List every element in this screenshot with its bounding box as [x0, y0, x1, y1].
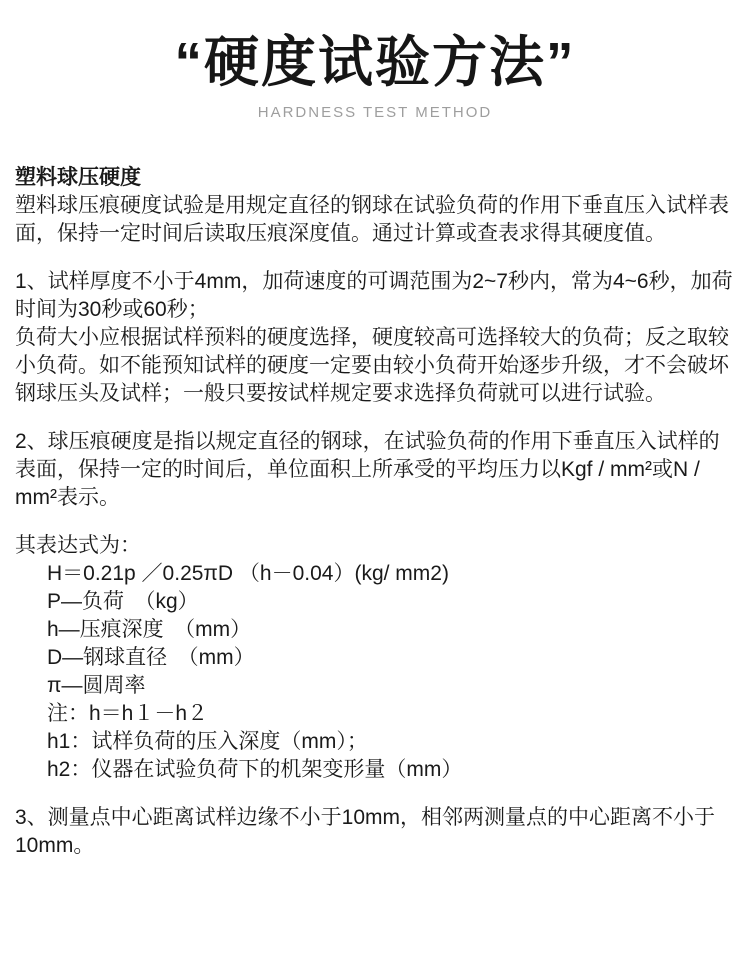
item1-paragraph-line2: 负荷大小应根据试样预料的硬度选择，硬度较高可选择较大的负荷；反之取较小负荷。如不能预知试样的硬度一定要由较小负荷开始逐步升级，才不会破坏钢球压头及试样；一般只要按试样规定要求选择负荷就可以进行试验。: [15, 326, 729, 405]
formula-term-pi: π—圆周率: [47, 674, 146, 697]
formula-section: [15, 532, 735, 784]
item2-section: [15, 428, 735, 512]
formula-note: 注：h＝h１－h２: [47, 702, 209, 725]
intro-section: [15, 164, 735, 248]
intro-paragraph: 塑料球压痕硬度试验是用规定直径的钢球在试验负荷的作用下垂直压入试样表面，保持一定时间后读取压痕深度值。通过计算或查表求得其硬度值。: [15, 194, 729, 245]
item1-paragraph-line1: 1、试样厚度不小于4mm，加荷速度的可调范围为2~7秒内，常为4~6秒，加荷时间为30秒或60秒；: [15, 270, 733, 321]
formula-term-p: P—负荷 （kg）: [47, 590, 199, 613]
formula-term-h: h—压痕深度 （mm）: [47, 618, 252, 641]
section-heading: 塑料球压硬度: [15, 166, 141, 189]
page-subtitle: HARDNESS TEST METHOD: [257, 104, 493, 121]
formula-term-d: D—钢球直径 （mm）: [47, 646, 255, 669]
formula-term-h1: h1：试样负荷的压入深度（mm）；: [47, 730, 368, 753]
item3-paragraph: 3、测量点中心距离试样边缘不小于10mm，相邻两测量点的中心距离不小于10mm。: [15, 806, 716, 857]
document-header: [0, 0, 750, 122]
formula-term-h2: h2：仪器在试验负荷下的机架变形量（mm）: [47, 758, 463, 781]
item2-paragraph: 2、球压痕硬度是指以规定直径的钢球，在试验负荷的作用下垂直压入试样的表面，保持一定的时间后，单位面积上所承受的平均压力以Kgf / mm²或N / mm²表示。: [15, 430, 720, 509]
item3-section: [15, 804, 735, 860]
formula-intro: 其表达式为：: [15, 534, 141, 557]
document-body: [0, 122, 750, 860]
page-title: “硬度试验方法”: [174, 31, 576, 93]
formula-equation: H＝0.21p ／0.25πD （h－0.04）(kg/ mm2): [47, 562, 449, 585]
item1-section: [15, 268, 735, 408]
